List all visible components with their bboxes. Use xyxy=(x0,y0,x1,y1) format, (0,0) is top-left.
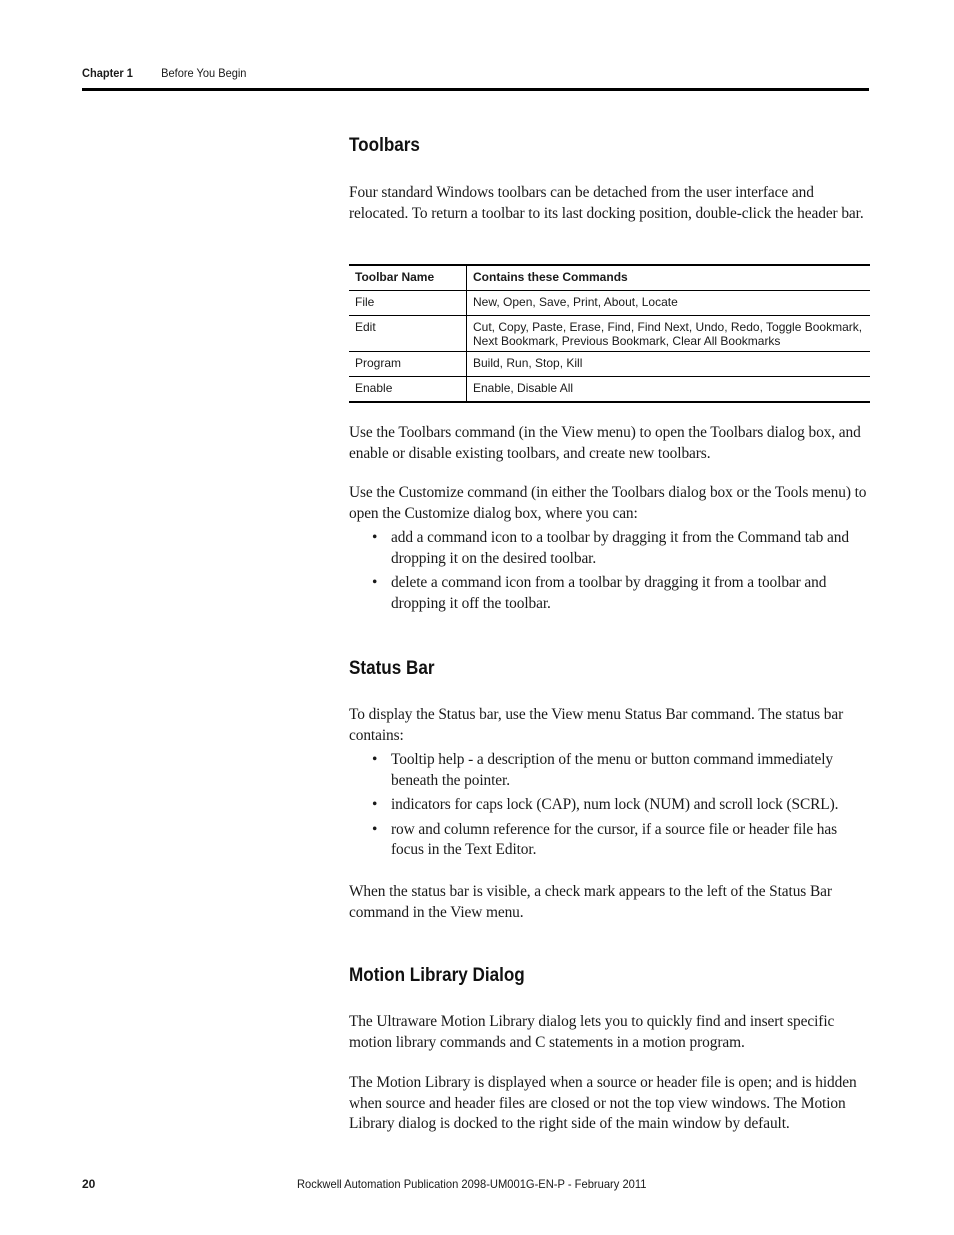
column-header-toolbar-name: Toolbar Name xyxy=(349,265,467,291)
running-header xyxy=(82,66,247,80)
list-item: • indicators for caps lock (CAP), num lock (NUM) and scroll lock (SCRL). xyxy=(349,795,869,816)
list-item: • add a command icon to a toolbar by dragging it from the Command tab and dropping it on the desired toolbar. xyxy=(372,529,849,567)
motion-library-para-1: The Ultraware Motion Library dialog lets you to quickly find and insert specific motion library commands and C statements in a motion program. xyxy=(349,1013,835,1051)
toolbars-table xyxy=(349,264,870,403)
toolbars-para-3: Use the Customize command (in either the Toolbars dialog box or the Tools menu) to open the Customize dialog box, where you can: xyxy=(349,484,867,522)
list-item: • row and column reference for the cursor, if a source file or header file has focus in the Text Editor. xyxy=(372,820,838,858)
toolbar-name-cell: Edit xyxy=(349,316,467,352)
commands-cell: Enable, Disable All xyxy=(467,377,871,403)
table-row xyxy=(349,377,870,403)
table-row xyxy=(349,352,870,377)
bullet-icon: • xyxy=(372,820,378,838)
page-number: 20 xyxy=(82,1177,96,1191)
bullet-icon: • xyxy=(372,796,378,813)
commands-cell: Cut, Copy, Paste, Erase, Find, Find Next, Undo, Redo, Toggle Bookmark, Next Bookmark, Previous Bookmark, Clear All Bookmarks xyxy=(467,316,871,352)
column-header-commands: Contains these Commands xyxy=(467,265,871,291)
list-item: • Tooltip help - a description of the menu or button command immediately beneath the pointer. xyxy=(372,751,833,789)
table-row xyxy=(349,316,870,352)
status-bar-outro: When the status bar is visible, a check mark appears to the left of the Status Bar command in the View menu. xyxy=(349,883,832,921)
list-item: • delete a command icon from a toolbar by dragging it from a toolbar and dropping it off the toolbar. xyxy=(372,574,827,612)
table-row xyxy=(349,291,870,316)
motion-library-heading: Motion Library Dialog xyxy=(349,965,525,986)
bullet-icon: • xyxy=(372,574,378,591)
chapter-label: Chapter 1 xyxy=(82,66,133,80)
commands-cell: Build, Run, Stop, Kill xyxy=(467,352,871,377)
status-bar-intro: To display the Status bar, use the View menu Status Bar command. The status bar contains: xyxy=(349,706,844,744)
toolbars-para-2: Use the Toolbars command (in the View menu) to open the Toolbars dialog box, and enable or disable existing toolbars, and create new toolbars. xyxy=(349,424,861,462)
section-label: Before You Begin xyxy=(161,66,247,80)
toolbar-name-cell: Program xyxy=(349,352,467,377)
toolbars-intro: Four standard Windows toolbars can be detached from the user interface and relocated. To return a toolbar to its last docking position, double-click the header bar. xyxy=(349,184,864,222)
toolbar-name-cell: Enable xyxy=(349,377,467,403)
toolbar-name-cell: File xyxy=(349,291,467,316)
header-rule xyxy=(82,88,869,91)
status-bar-list xyxy=(349,750,869,865)
customize-list xyxy=(349,528,869,618)
table-header-row xyxy=(349,265,870,291)
publication-footer: Rockwell Automation Publication 2098-UM001G-EN-P - February 2011 xyxy=(297,1177,647,1191)
bullet-icon: • xyxy=(372,529,378,546)
status-bar-heading: Status Bar xyxy=(349,658,435,679)
toolbars-heading: Toolbars xyxy=(349,135,420,156)
bullet-icon: • xyxy=(372,751,378,768)
motion-library-para-2: The Motion Library is displayed when a source or header file is open; and is hidden when source and header files are closed or not the top view windows. The Motion Library dialog is docked to the right side of the main window by default. xyxy=(349,1074,857,1132)
commands-cell: New, Open, Save, Print, About, Locate xyxy=(467,291,871,316)
